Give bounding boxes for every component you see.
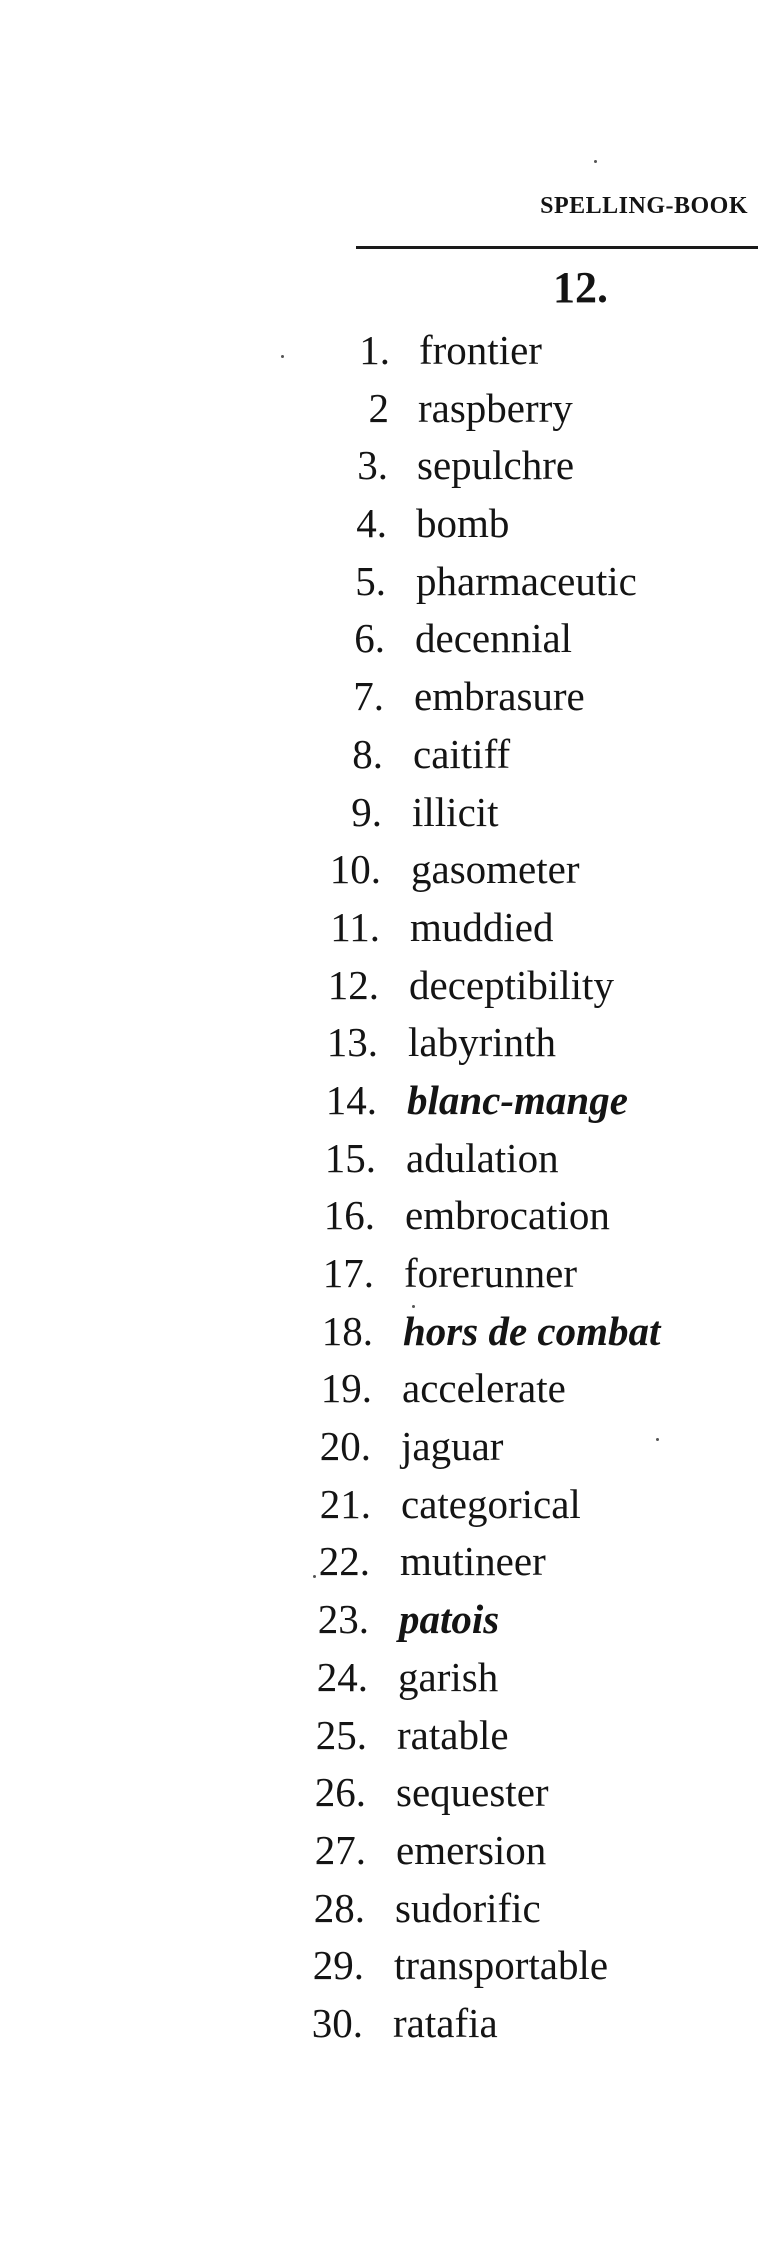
- entry-word: emersion: [396, 1826, 547, 1873]
- entry-number: 5.: [355, 557, 386, 604]
- word-entry: [0, 1649, 763, 1707]
- entry-number: 23.: [317, 1596, 369, 1643]
- entry-number: 24.: [316, 1653, 368, 1700]
- entry-number: 11.: [330, 903, 380, 950]
- entry-word: ratable: [397, 1711, 509, 1758]
- entry-number: 25.: [315, 1711, 367, 1758]
- entry-word: embrocation: [405, 1192, 610, 1239]
- entry-word: accelerate: [402, 1365, 566, 1412]
- word-entry: [0, 1360, 763, 1418]
- entry-word: blanc-mange: [407, 1076, 628, 1123]
- word-entry: [0, 841, 763, 899]
- scan-speck: [313, 1575, 316, 1578]
- entry-word: illicit: [412, 788, 499, 835]
- word-entry: [0, 726, 763, 784]
- entry-word: embrasure: [414, 673, 585, 720]
- entry-word: deceptibility: [409, 961, 614, 1008]
- scan-speck: [281, 355, 284, 358]
- entry-number: 9.: [351, 788, 382, 835]
- word-entry: [0, 322, 763, 380]
- entry-word: garish: [398, 1653, 499, 1700]
- word-entry: [0, 1072, 763, 1130]
- word-entry: [0, 899, 763, 957]
- entry-word: gasometer: [411, 846, 580, 893]
- entry-number: 28.: [313, 1884, 365, 1931]
- entry-number: 6.: [354, 615, 385, 662]
- word-entry: [0, 1187, 763, 1245]
- entry-number: 21.: [319, 1480, 371, 1527]
- scan-speck: [656, 1438, 659, 1441]
- word-entry: [0, 610, 763, 668]
- entry-word: raspberry: [418, 384, 573, 431]
- spelling-word-list: [0, 322, 763, 2053]
- word-entry: [0, 668, 763, 726]
- word-entry: [0, 1130, 763, 1188]
- entry-word: caitiff: [413, 730, 511, 777]
- word-entry: [0, 553, 763, 611]
- running-header: SPELLING-BOOK: [540, 193, 748, 219]
- entry-number: 2: [368, 384, 389, 431]
- entry-number: 1.: [359, 327, 390, 373]
- entry-number: 7.: [353, 673, 384, 720]
- entry-word: pharmaceutic: [416, 557, 637, 604]
- entry-number: 30.: [311, 1999, 363, 2046]
- entry-word: jaguar: [401, 1423, 504, 1470]
- entry-number: 14.: [325, 1076, 377, 1123]
- word-entry: [0, 1533, 763, 1591]
- scan-speck: [412, 1305, 415, 1308]
- word-entry: [0, 1245, 763, 1303]
- word-entry: [0, 495, 763, 553]
- entry-word: sepulchre: [417, 442, 575, 489]
- word-entry: [0, 1822, 763, 1880]
- entry-number: 22.: [318, 1538, 370, 1585]
- entry-number: 3.: [357, 442, 388, 489]
- word-entry: [0, 1476, 763, 1534]
- entry-number: 10.: [329, 846, 381, 893]
- word-entry: [0, 784, 763, 842]
- entry-number: 8.: [352, 730, 383, 777]
- entry-word: adulation: [406, 1134, 559, 1181]
- entry-word: frontier: [419, 327, 542, 373]
- entry-number: 19.: [320, 1365, 372, 1412]
- entry-word: categorical: [401, 1480, 581, 1527]
- entry-number: 13.: [326, 1019, 378, 1066]
- entry-word: patois: [399, 1596, 500, 1643]
- entry-number: 4.: [356, 500, 387, 547]
- entry-word: sudorific: [395, 1884, 541, 1931]
- entry-word: transportable: [394, 1942, 609, 1989]
- word-entry: [0, 1303, 763, 1361]
- entry-word: hors de combat: [403, 1307, 661, 1354]
- word-entry: [0, 1418, 763, 1476]
- entry-word: bomb: [416, 500, 510, 547]
- entry-word: mutineer: [400, 1538, 546, 1585]
- entry-number: 15.: [324, 1134, 376, 1181]
- entry-number: 26.: [314, 1769, 366, 1816]
- word-entry: [0, 380, 763, 438]
- lesson-number: 12.: [553, 263, 608, 312]
- entry-word: decennial: [415, 615, 573, 662]
- entry-number: 27.: [314, 1826, 366, 1873]
- word-entry: [0, 1937, 763, 1995]
- entry-word: muddied: [410, 903, 554, 950]
- entry-word: sequester: [396, 1769, 549, 1816]
- entry-number: 12.: [327, 961, 379, 1008]
- word-entry: [0, 437, 763, 495]
- word-entry: [0, 957, 763, 1015]
- word-entry: [0, 1880, 763, 1938]
- entry-number: 20.: [319, 1423, 371, 1470]
- word-entry: [0, 1591, 763, 1649]
- entry-number: 18.: [321, 1307, 373, 1354]
- word-entry: [0, 1995, 763, 2053]
- word-entry: [0, 1764, 763, 1822]
- entry-word: ratafia: [393, 1999, 498, 2046]
- word-entry: [0, 1014, 763, 1072]
- scan-speck: [594, 160, 597, 163]
- entry-number: 29.: [312, 1942, 364, 1989]
- entry-word: labyrinth: [408, 1019, 557, 1066]
- entry-word: forerunner: [404, 1250, 578, 1296]
- entry-number: 17.: [322, 1250, 374, 1296]
- word-entry: [0, 1707, 763, 1765]
- header-rule: [356, 246, 758, 249]
- entry-number: 16.: [323, 1192, 375, 1239]
